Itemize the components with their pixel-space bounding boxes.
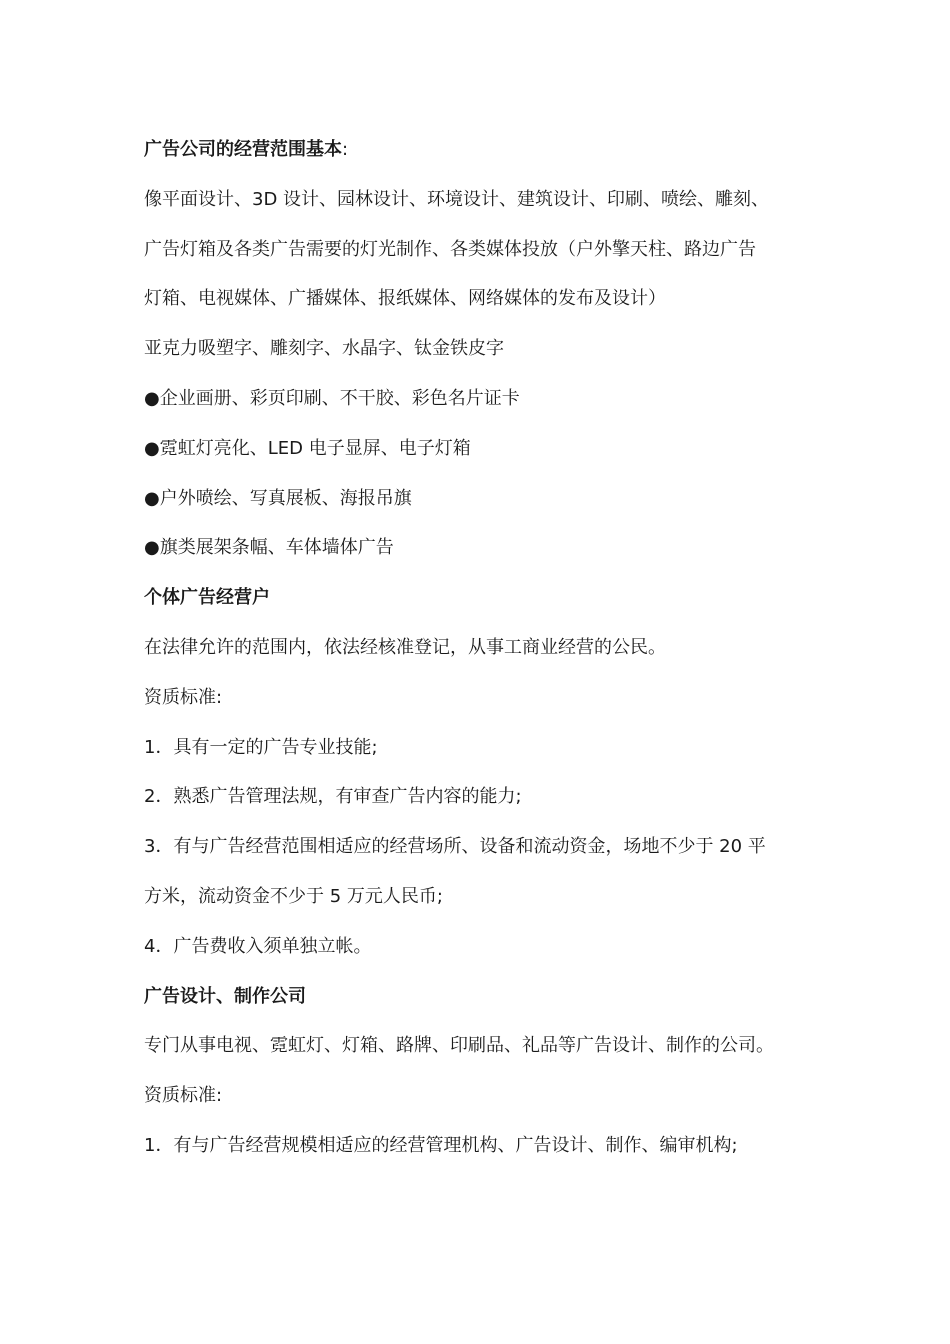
- heading-individual-operator: 个体广告经营户: [144, 587, 270, 609]
- paragraph-line: 灯箱、电视媒体、广播媒体、报纸媒体、网络媒体的发布及设计）: [144, 288, 666, 310]
- heading-company-scope: [144, 125, 814, 175]
- list-item: 1．有与广告经营规模相适应的经营管理机构、广告设计、制作、编审机构;: [144, 1134, 738, 1156]
- heading-design-company: 广告设计、制作公司: [144, 985, 306, 1007]
- list-item: 4．广告费收入须单独立帐。: [144, 935, 372, 957]
- bullet-item: ●企业画册、彩页印刷、不干胶、彩色名片证卡: [144, 387, 520, 409]
- qualification-label: 资质标准:: [144, 1085, 223, 1107]
- list-item-continued: 方米，流动资金不少于 5 万元人民币;: [144, 885, 443, 907]
- paragraph-line: 像平面设计、3D 设计、园林设计、环境设计、建筑设计、印刷、喷绘、雕刻、: [144, 188, 770, 210]
- document-body: [144, 125, 814, 1171]
- paragraph-line: 在法律允许的范围内，依法经核准登记，从事工商业经营的公民。: [144, 636, 666, 658]
- paragraph-line: 专门从事电视、霓虹灯、灯箱、路牌、印刷品、礼品等广告设计、制作的公司。: [144, 1035, 774, 1057]
- bullet-item: ●霓虹灯亮化、LED 电子显屏、电子灯箱: [144, 437, 471, 459]
- list-item: 3．有与广告经营范围相适应的经营场所、设备和流动资金，场地不少于 20 平: [144, 836, 766, 858]
- qualification-label: 资质标准:: [144, 686, 223, 708]
- list-item: 2．熟悉广告管理法规，有审查广告内容的能力;: [144, 786, 522, 808]
- paragraph-line: 广告灯箱及各类广告需要的灯光制作、各类媒体投放（户外擎天柱、路边广告: [144, 238, 756, 260]
- list-item: 1．具有一定的广告专业技能;: [144, 736, 378, 758]
- heading-colon: :: [342, 139, 349, 160]
- heading-text: 广告公司的经营范围基本: [144, 139, 342, 160]
- paragraph-line: 亚克力吸塑字、雕刻字、水晶字、钛金铁皮字: [144, 338, 504, 360]
- bullet-item: ●户外喷绘、写真展板、海报吊旗: [144, 487, 412, 509]
- bullet-item: ●旗类展架条幅、车体墙体广告: [144, 537, 394, 559]
